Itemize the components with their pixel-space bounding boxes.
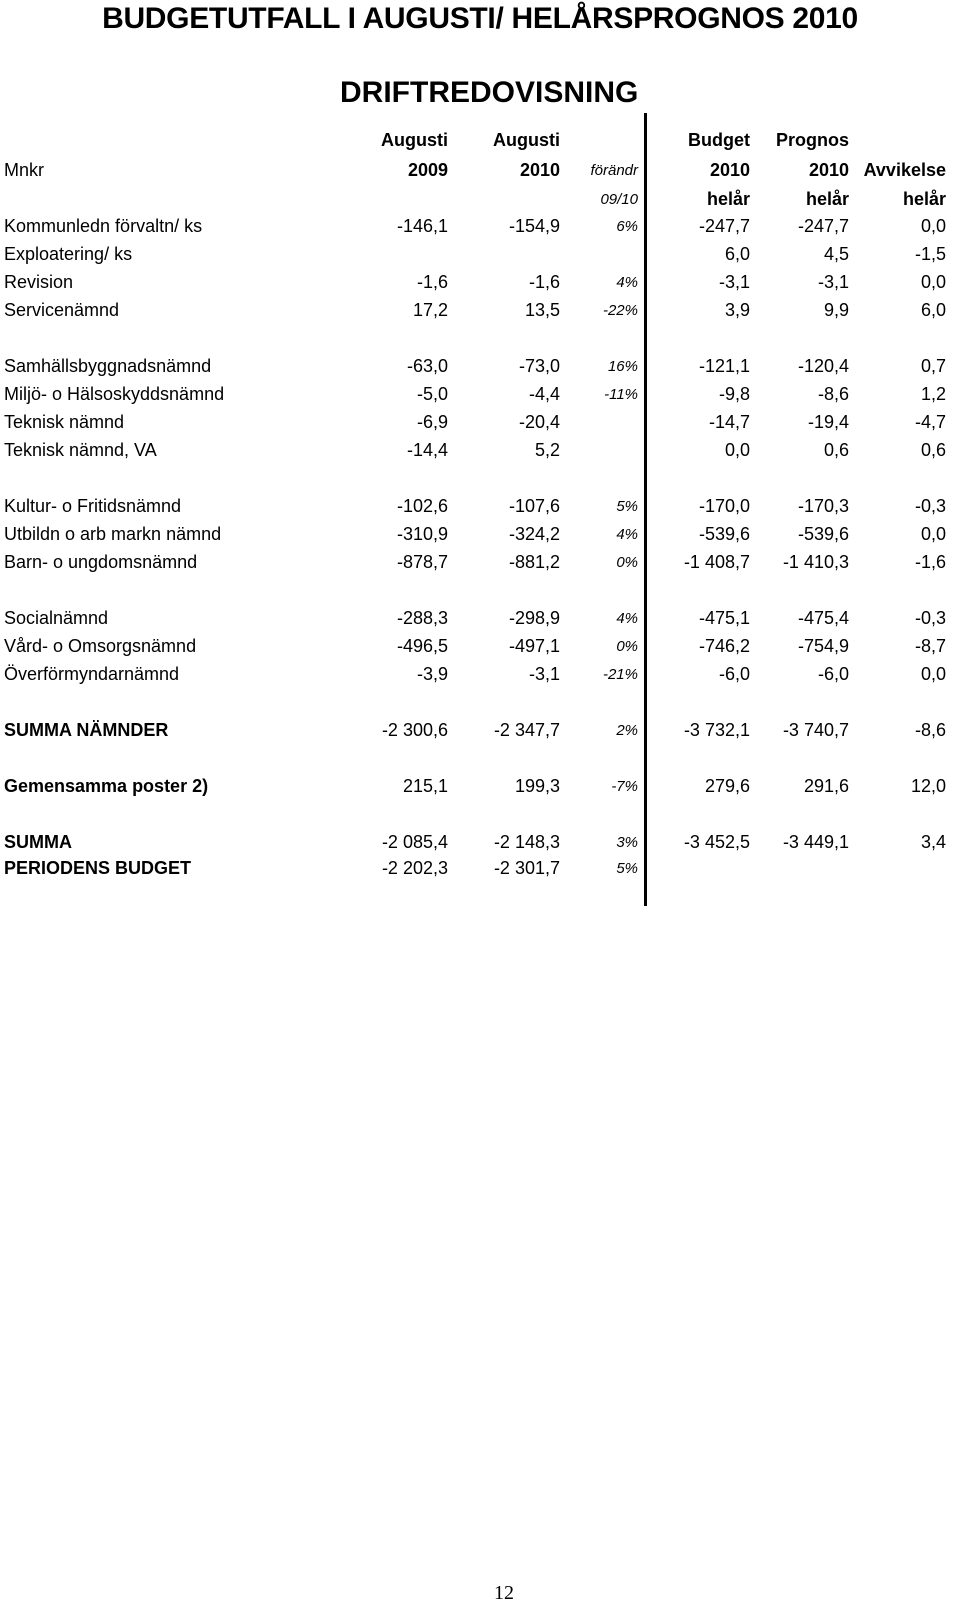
header-aug2010-year: 2010 <box>519 160 560 180</box>
cell-aug2009: -3,9 <box>416 664 448 684</box>
table-row <box>0 244 960 272</box>
cell-aug2009: -2 300,6 <box>381 720 448 740</box>
table-row <box>0 384 960 412</box>
cell-budget: -247,7 <box>698 216 750 236</box>
cell-aug2010: 13,5 <box>524 300 560 320</box>
cell-aug2009: 215,1 <box>402 776 448 796</box>
section-title: DRIFTREDOVISNING <box>340 76 639 109</box>
header-aug2009-year: 2009 <box>407 160 448 180</box>
row-label: Teknisk nämnd <box>4 412 125 432</box>
cell-aug2010: -2 301,7 <box>493 858 560 878</box>
cell-prognos: -6,0 <box>817 664 849 684</box>
row-label: Samhällsbyggnadsnämnd <box>4 356 212 376</box>
cell-avvikelse: 0,0 <box>920 664 946 684</box>
cell-aug2010: -107,6 <box>508 496 560 516</box>
table-row <box>0 216 960 244</box>
header-row-1 <box>0 130 960 158</box>
table-row <box>0 412 960 440</box>
header-avvikelse: Avvikelse <box>863 160 946 180</box>
cell-budget: 279,6 <box>704 776 750 796</box>
header-unit: Mnkr <box>4 160 44 180</box>
table-row <box>0 664 960 692</box>
table-row <box>0 776 960 804</box>
row-label: Revision <box>4 272 74 292</box>
cell-budget: -6,0 <box>718 664 750 684</box>
header-budget-period: helår <box>706 189 750 209</box>
cell-aug2009: -102,6 <box>396 496 448 516</box>
table-row <box>0 858 960 886</box>
cell-change: 6% <box>616 218 638 235</box>
table-row <box>0 552 960 580</box>
cell-avvikelse: 6,0 <box>920 300 946 320</box>
cell-budget: -9,8 <box>718 384 750 404</box>
cell-prognos: -3 449,1 <box>782 832 849 852</box>
cell-change: 4% <box>616 526 638 543</box>
cell-budget: -3,1 <box>718 272 750 292</box>
table-row <box>0 636 960 664</box>
cell-aug2009: 17,2 <box>412 300 448 320</box>
table-row <box>0 720 960 748</box>
cell-change: 0% <box>616 638 638 655</box>
cell-avvikelse: -4,7 <box>914 412 946 432</box>
header-prognos: Prognos <box>775 130 849 150</box>
cell-avvikelse: -1,6 <box>914 552 946 572</box>
cell-budget: -121,1 <box>698 356 750 376</box>
cell-budget: 3,9 <box>724 300 750 320</box>
cell-avvikelse: 0,0 <box>920 524 946 544</box>
cell-change: -22% <box>602 302 638 319</box>
cell-avvikelse: -0,3 <box>914 608 946 628</box>
cell-aug2009: -5,0 <box>416 384 448 404</box>
cell-aug2010: -73,0 <box>518 356 560 376</box>
cell-prognos: -3 740,7 <box>782 720 849 740</box>
cell-change: 4% <box>616 610 638 627</box>
row-label: Socialnämnd <box>4 608 109 628</box>
cell-change: 5% <box>616 860 638 877</box>
cell-avvikelse: 3,4 <box>920 832 946 852</box>
page-title: BUDGETUTFALL I AUGUSTI/ HELÅRSPROGNOS 2010 <box>102 2 858 35</box>
cell-aug2010: -20,4 <box>518 412 560 432</box>
cell-aug2010: -881,2 <box>508 552 560 572</box>
header-aug2009-month: Augusti <box>381 130 448 150</box>
row-label: SUMMA <box>4 832 72 852</box>
cell-aug2010: -324,2 <box>508 524 560 544</box>
cell-aug2010: -1,6 <box>528 272 560 292</box>
row-label: Servicenämnd <box>4 300 120 320</box>
cell-avvikelse: -8,6 <box>914 720 946 740</box>
cell-avvikelse: 0,0 <box>920 272 946 292</box>
cell-prognos: -475,4 <box>797 608 849 628</box>
header-budget-year: 2010 <box>709 160 750 180</box>
cell-avvikelse: 0,6 <box>920 440 946 460</box>
cell-prognos: 291,6 <box>803 776 849 796</box>
cell-budget: -746,2 <box>698 636 750 656</box>
header-budget: Budget <box>688 130 750 150</box>
cell-prognos: 0,6 <box>823 440 849 460</box>
cell-avvikelse: 0,7 <box>920 356 946 376</box>
cell-prognos: -170,3 <box>797 496 849 516</box>
row-label: Utbildn o arb markn nämnd <box>4 524 222 544</box>
row-label: Barn- o ungdomsnämnd <box>4 552 198 572</box>
table-row <box>0 300 960 328</box>
cell-prognos: -1 410,3 <box>782 552 849 572</box>
table-row <box>0 832 960 860</box>
cell-prognos: -754,9 <box>797 636 849 656</box>
cell-budget: -3 732,1 <box>683 720 750 740</box>
cell-avvikelse: -8,7 <box>914 636 946 656</box>
header-prognos-period: helår <box>805 189 849 209</box>
cell-aug2009: -14,4 <box>406 440 448 460</box>
cell-budget: -1 408,7 <box>683 552 750 572</box>
row-label: PERIODENS BUDGET <box>4 858 192 878</box>
table-row <box>0 496 960 524</box>
header-change-period: 09/10 <box>600 191 638 208</box>
table-row <box>0 440 960 468</box>
cell-aug2010: 5,2 <box>534 440 560 460</box>
cell-prognos: -247,7 <box>797 216 849 236</box>
cell-budget: 0,0 <box>724 440 750 460</box>
header-change: förändr <box>590 162 638 179</box>
header-avvikelse-period: helår <box>902 189 946 209</box>
cell-budget: -170,0 <box>698 496 750 516</box>
cell-change: 0% <box>616 554 638 571</box>
cell-budget: -475,1 <box>698 608 750 628</box>
row-label: Teknisk nämnd, VA <box>4 440 157 460</box>
cell-change: 2% <box>616 722 638 739</box>
cell-prognos: -3,1 <box>817 272 849 292</box>
cell-avvikelse: 1,2 <box>920 384 946 404</box>
cell-aug2010: -497,1 <box>508 636 560 656</box>
row-label: Kultur- o Fritidsnämnd <box>4 496 182 516</box>
row-label: Exploatering/ ks <box>4 244 133 264</box>
cell-prognos: -539,6 <box>797 524 849 544</box>
cell-change: -7% <box>611 778 638 795</box>
table-row <box>0 272 960 300</box>
cell-change: -21% <box>602 666 638 683</box>
row-label: Överförmyndarnämnd <box>4 664 180 684</box>
row-label: Kommunledn förvaltn/ ks <box>4 216 203 236</box>
header-aug2010-month: Augusti <box>493 130 560 150</box>
table-row <box>0 608 960 636</box>
cell-aug2009: -878,7 <box>396 552 448 572</box>
cell-prognos: -19,4 <box>807 412 849 432</box>
row-label: Gemensamma poster 2) <box>4 776 209 796</box>
cell-aug2010: -4,4 <box>528 384 560 404</box>
cell-change: 4% <box>616 274 638 291</box>
cell-aug2009: -146,1 <box>396 216 448 236</box>
cell-prognos: -120,4 <box>797 356 849 376</box>
cell-aug2009: -2 085,4 <box>381 832 448 852</box>
cell-budget: 6,0 <box>724 244 750 264</box>
cell-aug2009: -63,0 <box>406 356 448 376</box>
page-number: 12 <box>494 1582 514 1604</box>
cell-aug2009: -6,9 <box>416 412 448 432</box>
cell-budget: -539,6 <box>698 524 750 544</box>
cell-aug2010: -2 148,3 <box>493 832 560 852</box>
cell-aug2010: -2 347,7 <box>493 720 560 740</box>
cell-aug2010: -154,9 <box>508 216 560 236</box>
cell-prognos: 4,5 <box>823 244 849 264</box>
cell-aug2009: -1,6 <box>416 272 448 292</box>
cell-avvikelse: 0,0 <box>920 216 946 236</box>
cell-avvikelse: -1,5 <box>914 244 946 264</box>
cell-avvikelse: -0,3 <box>914 496 946 516</box>
cell-change: 16% <box>607 358 638 375</box>
cell-aug2009: -288,3 <box>396 608 448 628</box>
row-label: SUMMA NÄMNDER <box>4 720 169 740</box>
cell-prognos: -8,6 <box>817 384 849 404</box>
cell-avvikelse: 12,0 <box>910 776 946 796</box>
header-row-2 <box>0 160 960 188</box>
cell-budget: -14,7 <box>708 412 750 432</box>
table-row <box>0 356 960 384</box>
row-label: Vård- o Omsorgsnämnd <box>4 636 197 656</box>
cell-change: 3% <box>616 834 638 851</box>
cell-prognos: 9,9 <box>823 300 849 320</box>
cell-aug2010: -298,9 <box>508 608 560 628</box>
cell-change: -11% <box>604 386 638 403</box>
header-prognos-year: 2010 <box>808 160 849 180</box>
cell-change: 5% <box>616 498 638 515</box>
cell-aug2010: 199,3 <box>514 776 560 796</box>
cell-aug2009: -496,5 <box>396 636 448 656</box>
cell-budget: -3 452,5 <box>683 832 750 852</box>
cell-aug2010: -3,1 <box>528 664 560 684</box>
row-label: Miljö- o Hälsoskyddsnämnd <box>4 384 225 404</box>
header-row-3 <box>0 189 960 217</box>
cell-aug2009: -2 202,3 <box>381 858 448 878</box>
table-row <box>0 524 960 552</box>
cell-aug2009: -310,9 <box>396 524 448 544</box>
